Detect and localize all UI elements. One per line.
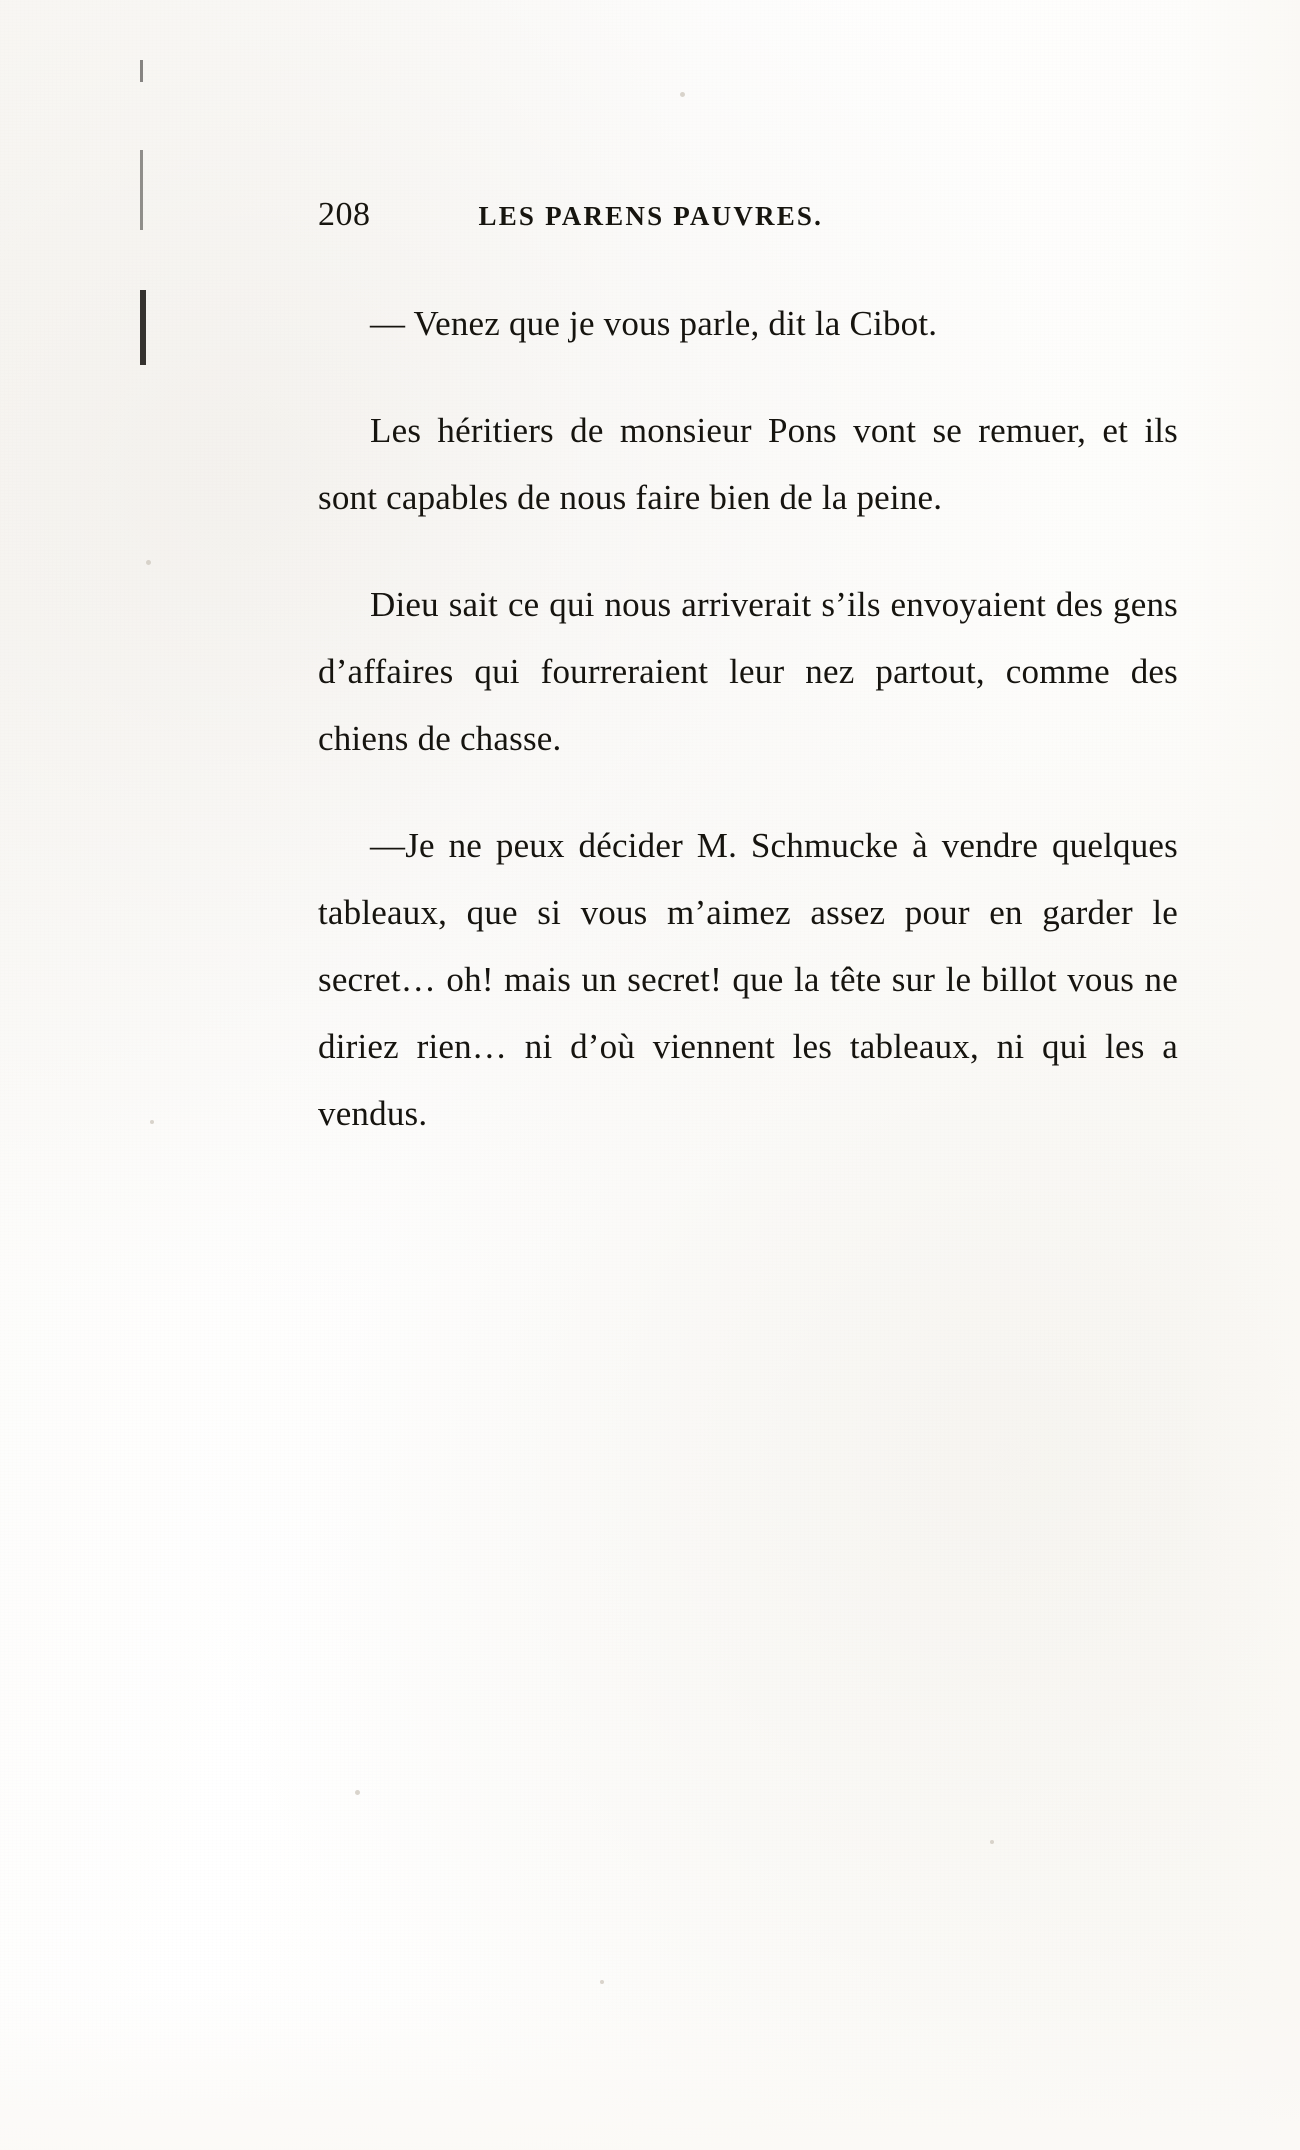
scan-edge-mark	[140, 290, 146, 365]
body-paragraph: — Venez que je vous parle, dit la Cibot.	[370, 304, 938, 343]
paper-speck	[150, 1120, 154, 1124]
paper-speck	[355, 1790, 360, 1795]
page-text-block	[318, 196, 1178, 1147]
body-paragraph: Dieu sait ce qui nous arriverait s’ils envoyaient des gens d’affaires qui fourreraient leur nez partout, comme des chiens de chasse.	[318, 585, 1178, 758]
page-edge-shading	[1180, 0, 1300, 2150]
paper-speck	[146, 560, 151, 565]
running-head-title: LES PARENS PAUVRES.	[478, 201, 824, 231]
paper-speck	[600, 1980, 604, 1984]
running-head	[318, 196, 1178, 234]
body-paragraph: —Je ne peux décider M. Schmucke à vendre quelques tableaux, que si vous m’aimez assez pour en garder le secret… oh! mais un secret! que la tête sur le billot vous ne diriez rien… ni d’où viennent les tableaux, ni qui les a vendus.	[318, 826, 1178, 1133]
paper-speck	[680, 92, 685, 97]
page-bottom-shading	[0, 1990, 1300, 2150]
page-number: 208	[318, 196, 371, 233]
scan-edge-mark	[140, 60, 143, 82]
body-paragraph: Les héritiers de monsieur Pons vont se remuer, et ils sont capables de nous faire bien de la peine.	[318, 411, 1178, 517]
paper-speck	[990, 1840, 994, 1844]
scan-edge-mark	[140, 150, 143, 230]
